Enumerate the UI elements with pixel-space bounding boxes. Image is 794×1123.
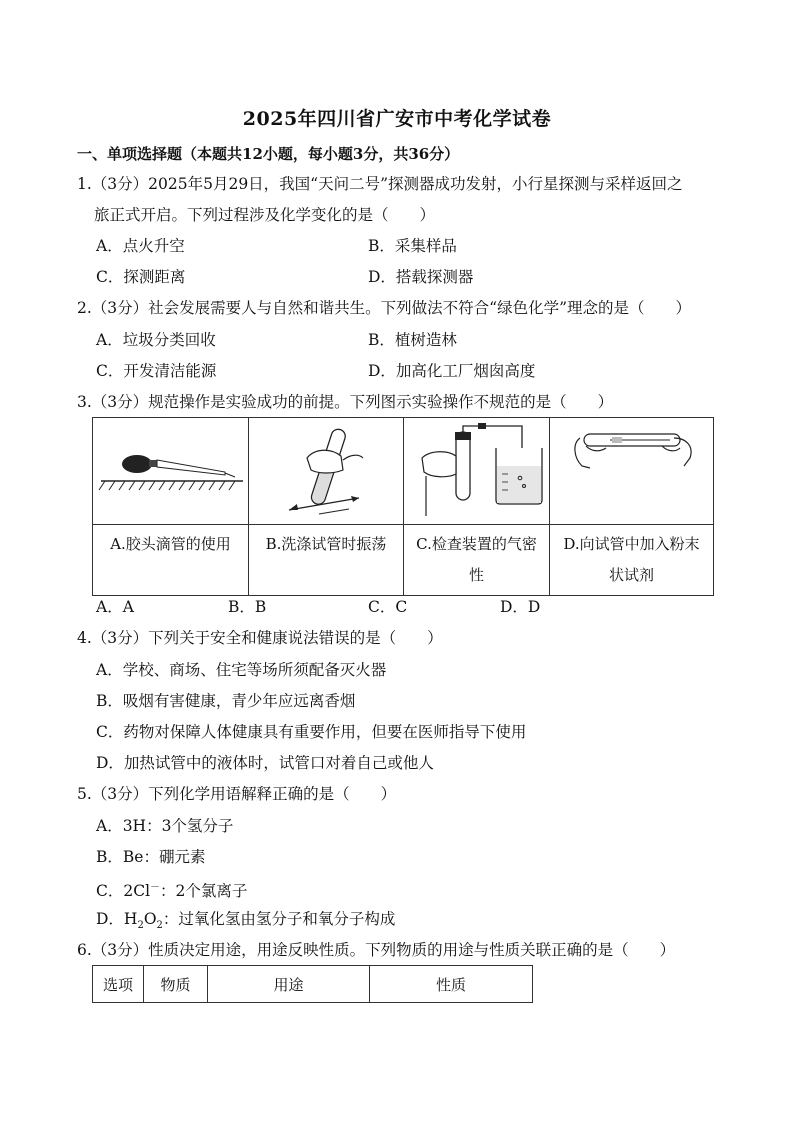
figure-a-cell: [93, 418, 249, 525]
page-title: 2025年四川省广安市中考化学试卷: [242, 108, 552, 130]
powder-adding-icon: [550, 418, 714, 524]
question-3-option-d: D．D: [500, 598, 541, 616]
option-d-formula-o: O: [143, 910, 157, 928]
question-2-option-c: C．开发清洁能源: [96, 362, 217, 380]
question-2-option-a: A．垃圾分类回收: [96, 331, 216, 349]
table-header-cell: 性质: [370, 966, 533, 1003]
dropper-icon: [93, 418, 249, 524]
question-1-stem-cont: 旅正式开启。下列过程涉及化学变化的是（ ）: [94, 206, 436, 224]
airtightness-apparatus-icon: [404, 418, 550, 524]
figure-b-caption: B.洗涤试管时振荡: [249, 525, 404, 596]
question-4-stem: 4.（3分）下列关于安全和健康说法错误的是（ ）: [77, 629, 443, 647]
question-1-stem: 1.（3分）2025年5月29日，我国“天问二号”探测器成功发射，小行星探测与采样返回之: [77, 175, 683, 193]
question-4-option-d: D．加热试管中的液体时，试管口对着自己或他人: [96, 754, 434, 772]
figure-c-cell: [404, 418, 550, 525]
question-5-stem: 5.（3分）下列化学用语解释正确的是（ ）: [77, 785, 397, 803]
option-c-text: ：2个氯离子: [160, 882, 248, 901]
option-c-charge: －: [150, 882, 161, 893]
question-3-stem: 3.（3分）规范操作是实验成功的前提。下列图示实验操作不规范的是（ ）: [77, 393, 614, 411]
figure-d-cell: [550, 418, 714, 525]
question-5-option-b: B．Be：硼元素: [96, 848, 206, 866]
question-5-option-a: A．3H：3个氢分子: [96, 817, 234, 835]
option-c-formula: C．2Cl: [96, 882, 151, 901]
shaking-test-tube-icon: [249, 418, 404, 524]
question-4-option-c: C．药物对保障人体健康具有重要作用，但要在医师指导下使用: [96, 723, 527, 741]
figure-b-cell: [249, 418, 404, 525]
question-3-option-c: C．C: [368, 598, 408, 616]
question-5-option-d: [96, 909, 395, 936]
table-header-cell: 用途: [208, 966, 370, 1003]
question-1-option-b: B．采集样品: [368, 237, 457, 255]
question-3-option-a: A．A: [96, 598, 134, 616]
table-header-cell: 选项: [93, 966, 144, 1003]
question-2-option-b: B．植树造林: [368, 331, 457, 349]
option-d-subscript-2: 2: [156, 920, 163, 932]
question-1-option-c: C．探测距离: [96, 268, 186, 286]
figure-d-caption: D.向试管中加入粉末状试剂: [550, 525, 714, 596]
question-2-stem: 2.（3分）社会发展需要人与自然和谐共生。下列做法不符合“绿色化学”理念的是（ ）: [77, 299, 692, 317]
question-1-option-d: D．搭载探测器: [368, 268, 474, 286]
table-header-cell: 物质: [144, 966, 208, 1003]
question-5-option-c: [96, 878, 247, 901]
question-6-stem: 6.（3分）性质决定用途，用途反映性质。下列物质的用途与性质关联正确的是（ ）: [77, 941, 676, 959]
option-d-formula-h: D．H: [96, 910, 138, 928]
question-4-option-b: B．吸烟有害健康，青少年应远离香烟: [96, 692, 356, 710]
question-3-option-b: B．B: [228, 598, 267, 616]
question-6-table: [92, 965, 533, 1003]
option-d-subscript-1: 2: [137, 920, 144, 932]
option-d-text: ：过氧化氢由氢分子和氧分子构成: [162, 910, 396, 928]
question-3-figure-table: [92, 417, 714, 596]
section-heading: 一、单项选择题（本题共12小题，每小题3分，共36分）: [77, 145, 460, 163]
figure-a-caption: A.胶头滴管的使用: [93, 525, 249, 596]
table-header-row: [93, 966, 533, 1003]
question-4-option-a: A．学校、商场、住宅等场所须配备灭火器: [96, 661, 387, 679]
question-1-option-a: A．点火升空: [96, 237, 185, 255]
question-2-option-d: D．加高化工厂烟囱高度: [368, 362, 536, 380]
figure-c-caption: C.检查装置的气密性: [404, 525, 550, 596]
